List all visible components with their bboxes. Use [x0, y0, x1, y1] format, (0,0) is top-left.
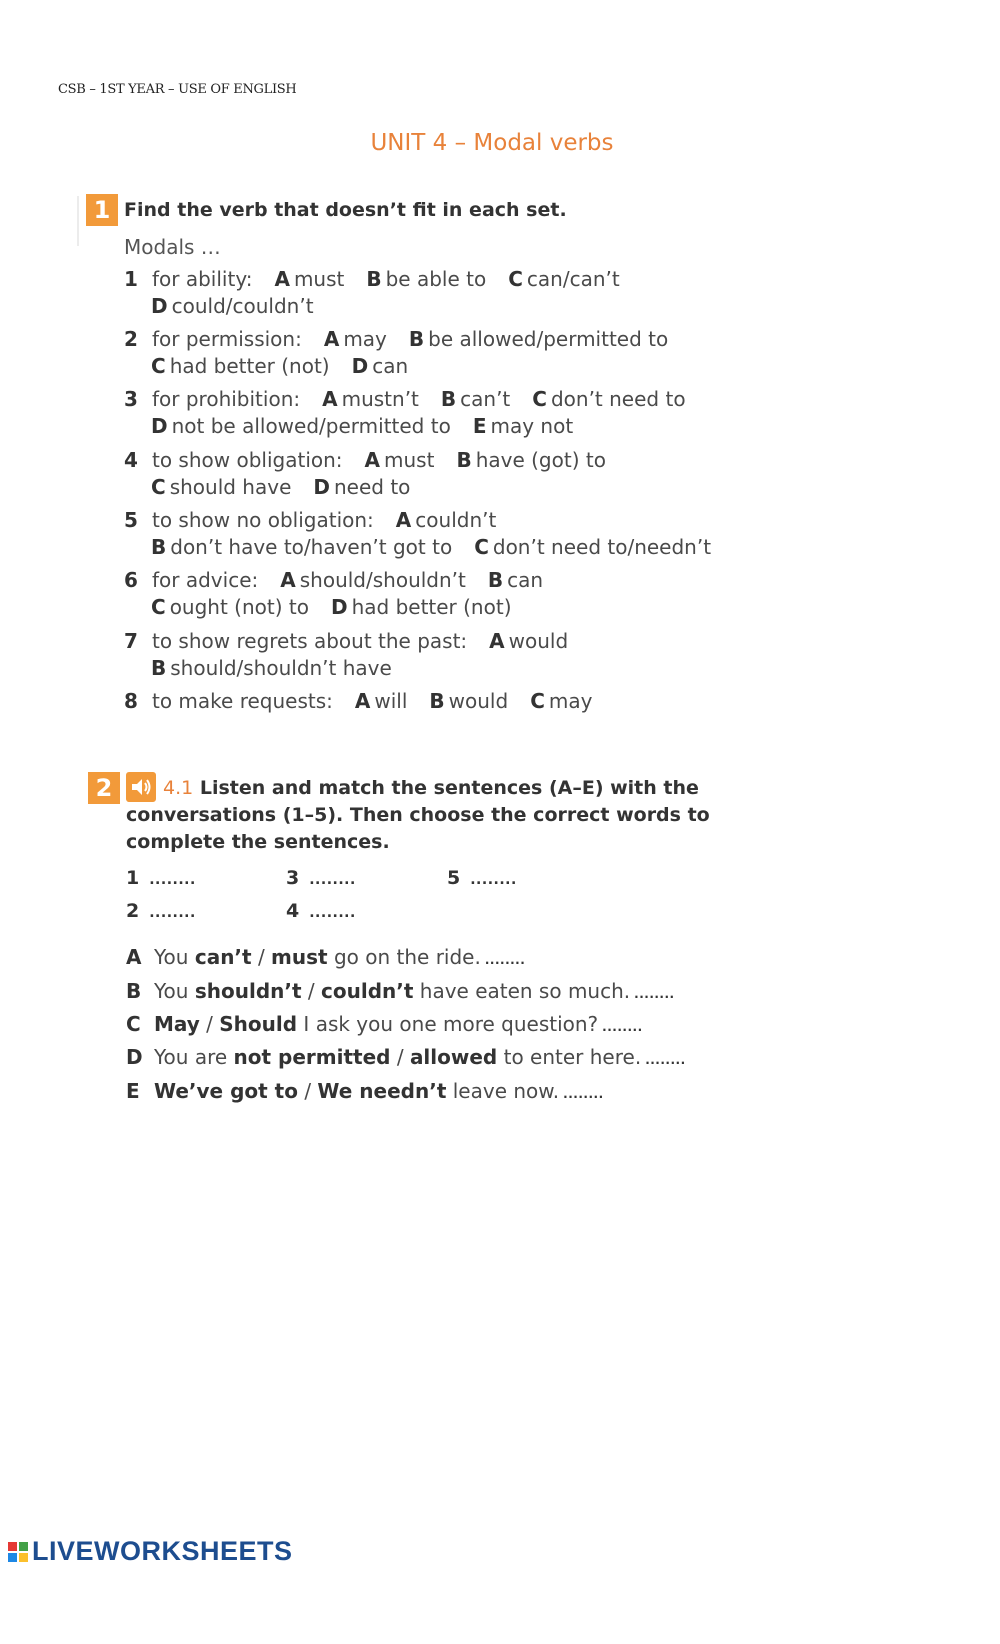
exercise-1-item-8[interactable]	[124, 688, 592, 714]
sentence-b: B You shouldn’t / couldn’t have eaten so much. ........	[126, 979, 675, 1003]
option-a[interactable]: A would	[489, 629, 569, 653]
sentence-letter: D	[126, 1045, 143, 1069]
item-label: to show regrets about the past:	[152, 629, 468, 653]
choice-1[interactable]: not permitted	[233, 1045, 391, 1069]
option-a[interactable]: A should/shouldn’t	[280, 568, 466, 592]
exercise-1-item-1-cont[interactable]	[151, 293, 314, 319]
option-b[interactable]: B can	[487, 568, 544, 592]
sentence-letter: B	[126, 979, 142, 1003]
exercise-1-item-3-cont[interactable]	[151, 413, 573, 439]
item-label: for advice:	[152, 568, 259, 592]
exercise-1-number: 1	[86, 194, 118, 226]
match-item-3[interactable]: 3 ........	[286, 867, 356, 889]
answer-blank[interactable]: ........	[602, 1020, 643, 1034]
exercise-1-item-6[interactable]	[124, 567, 543, 593]
exercise-2-instruction-line-3: complete the sentences.	[126, 831, 390, 853]
option-a[interactable]: A mustn’t	[322, 387, 419, 411]
choice-2[interactable]: must	[271, 945, 328, 969]
exercise-1-item-4-cont[interactable]	[151, 474, 410, 500]
option-c[interactable]: C ought (not) to	[151, 595, 309, 619]
sentence-letter: E	[126, 1079, 140, 1103]
track-number: 4.1	[163, 777, 194, 799]
item-number: 8	[124, 689, 138, 713]
sentence-letter: C	[126, 1012, 141, 1036]
item-number: 3	[124, 387, 138, 411]
item-label: to show no obligation:	[152, 508, 374, 532]
exercise-2-instruction-line-2: conversations (1–5). Then choose the correct words to	[126, 804, 710, 826]
match-item-2[interactable]: 2 ........	[126, 900, 196, 922]
exercise-1-item-5-cont[interactable]	[151, 534, 711, 560]
answer-blank[interactable]: ........	[634, 987, 675, 1001]
match-item-4[interactable]: 4 ........	[286, 900, 356, 922]
option-c[interactable]: C may	[530, 689, 593, 713]
sentence-c: C May / Should I ask you one more question? ........	[126, 1012, 643, 1036]
option-d[interactable]: D had better (not)	[330, 595, 512, 619]
item-label: to make requests:	[152, 689, 333, 713]
exercise-1-item-1[interactable]	[124, 266, 620, 292]
exercise-1-item-5[interactable]	[124, 507, 496, 533]
item-label: for permission:	[152, 327, 302, 351]
item-label: for prohibition:	[152, 387, 301, 411]
option-d[interactable]: D need to	[313, 475, 411, 499]
item-label: for ability:	[152, 267, 253, 291]
option-e[interactable]: E may not	[472, 414, 574, 438]
exercise-1-item-6-cont[interactable]	[151, 594, 512, 620]
option-c[interactable]: C can/can’t	[508, 267, 620, 291]
option-a[interactable]: A will	[354, 689, 408, 713]
exercise-1-item-7[interactable]	[124, 628, 568, 654]
option-b[interactable]: B would	[429, 689, 509, 713]
item-number: 7	[124, 629, 138, 653]
answer-blank[interactable]: ........	[484, 953, 526, 967]
choice-1[interactable]: can’t	[194, 945, 252, 969]
option-b[interactable]: B can’t	[440, 387, 511, 411]
option-b[interactable]: B have (got) to	[456, 448, 606, 472]
exercise-1-item-3[interactable]	[124, 386, 686, 412]
choice-1[interactable]: We’ve got to	[154, 1079, 298, 1103]
choice-2[interactable]: We needn’t	[317, 1079, 447, 1103]
option-d[interactable]: D could/couldn’t	[151, 294, 314, 318]
choice-1[interactable]: shouldn’t	[194, 979, 302, 1003]
liveworksheets-logo: LIVEWORKSHEETS	[8, 1536, 293, 1567]
option-b[interactable]: B don’t have to/haven’t got to	[151, 535, 453, 559]
match-item-1[interactable]: 1 ........	[126, 867, 196, 889]
sentence-letter: A	[126, 945, 142, 969]
course-header: CSB – 1ST YEAR – USE OF ENGLISH	[58, 82, 297, 97]
option-b[interactable]: B be allowed/permitted to	[408, 327, 669, 351]
exercise-1-item-7-cont[interactable]	[151, 655, 392, 681]
sentence-d: D You are not permitted / allowed to enter here. ........	[126, 1045, 686, 1069]
margin-rule	[77, 196, 79, 246]
option-d[interactable]: D not be allowed/permitted to	[151, 414, 451, 438]
item-label: to show obligation:	[152, 448, 343, 472]
option-d[interactable]: D can	[351, 354, 409, 378]
unit-title: UNIT 4 – Modal verbs	[370, 130, 614, 156]
match-item-5[interactable]: 5 ........	[447, 867, 517, 889]
option-c[interactable]: C should have	[151, 475, 292, 499]
choice-1[interactable]: May	[154, 1012, 200, 1036]
choice-2[interactable]: couldn’t	[321, 979, 414, 1003]
exercise-2-number: 2	[88, 772, 120, 804]
option-b[interactable]: B be able to	[366, 267, 487, 291]
answer-blank[interactable]: ........	[645, 1053, 686, 1067]
option-a[interactable]: A must	[274, 267, 345, 291]
option-a[interactable]: A must	[364, 448, 435, 472]
item-number: 1	[124, 267, 138, 291]
item-number: 5	[124, 508, 138, 532]
sentence-e: E We’ve got to / We needn’t leave now. ........	[126, 1079, 604, 1103]
exercise-1-item-2-cont[interactable]	[151, 353, 408, 379]
option-a[interactable]: A couldn’t	[395, 508, 497, 532]
item-number: 6	[124, 568, 138, 592]
answer-blank[interactable]: ........	[563, 1087, 604, 1101]
item-number: 2	[124, 327, 138, 351]
option-c[interactable]: C don’t need to/needn’t	[474, 535, 712, 559]
exercise-1-instruction: Find the verb that doesn’t fit in each set.	[124, 199, 567, 221]
choice-2[interactable]: Should	[219, 1012, 298, 1036]
option-b[interactable]: B should/shouldn’t have	[151, 656, 392, 680]
option-a[interactable]: A may	[323, 327, 387, 351]
logo-grid-icon	[8, 1542, 28, 1562]
sentence-a: A You can’t / must go on the ride. ........	[126, 945, 526, 969]
item-number: 4	[124, 448, 138, 472]
choice-2[interactable]: allowed	[409, 1045, 498, 1069]
speaker-icon[interactable]	[126, 772, 156, 802]
exercise-1-intro: Modals …	[124, 235, 221, 259]
option-c[interactable]: C had better (not)	[151, 354, 330, 378]
exercise-1-item-4[interactable]	[124, 447, 606, 473]
exercise-1-item-2[interactable]	[124, 326, 668, 352]
option-c[interactable]: C don’t need to	[532, 387, 686, 411]
exercise-2-instruction-line-1: 4.1 Listen and match the sentences (A–E) with the	[163, 777, 699, 799]
